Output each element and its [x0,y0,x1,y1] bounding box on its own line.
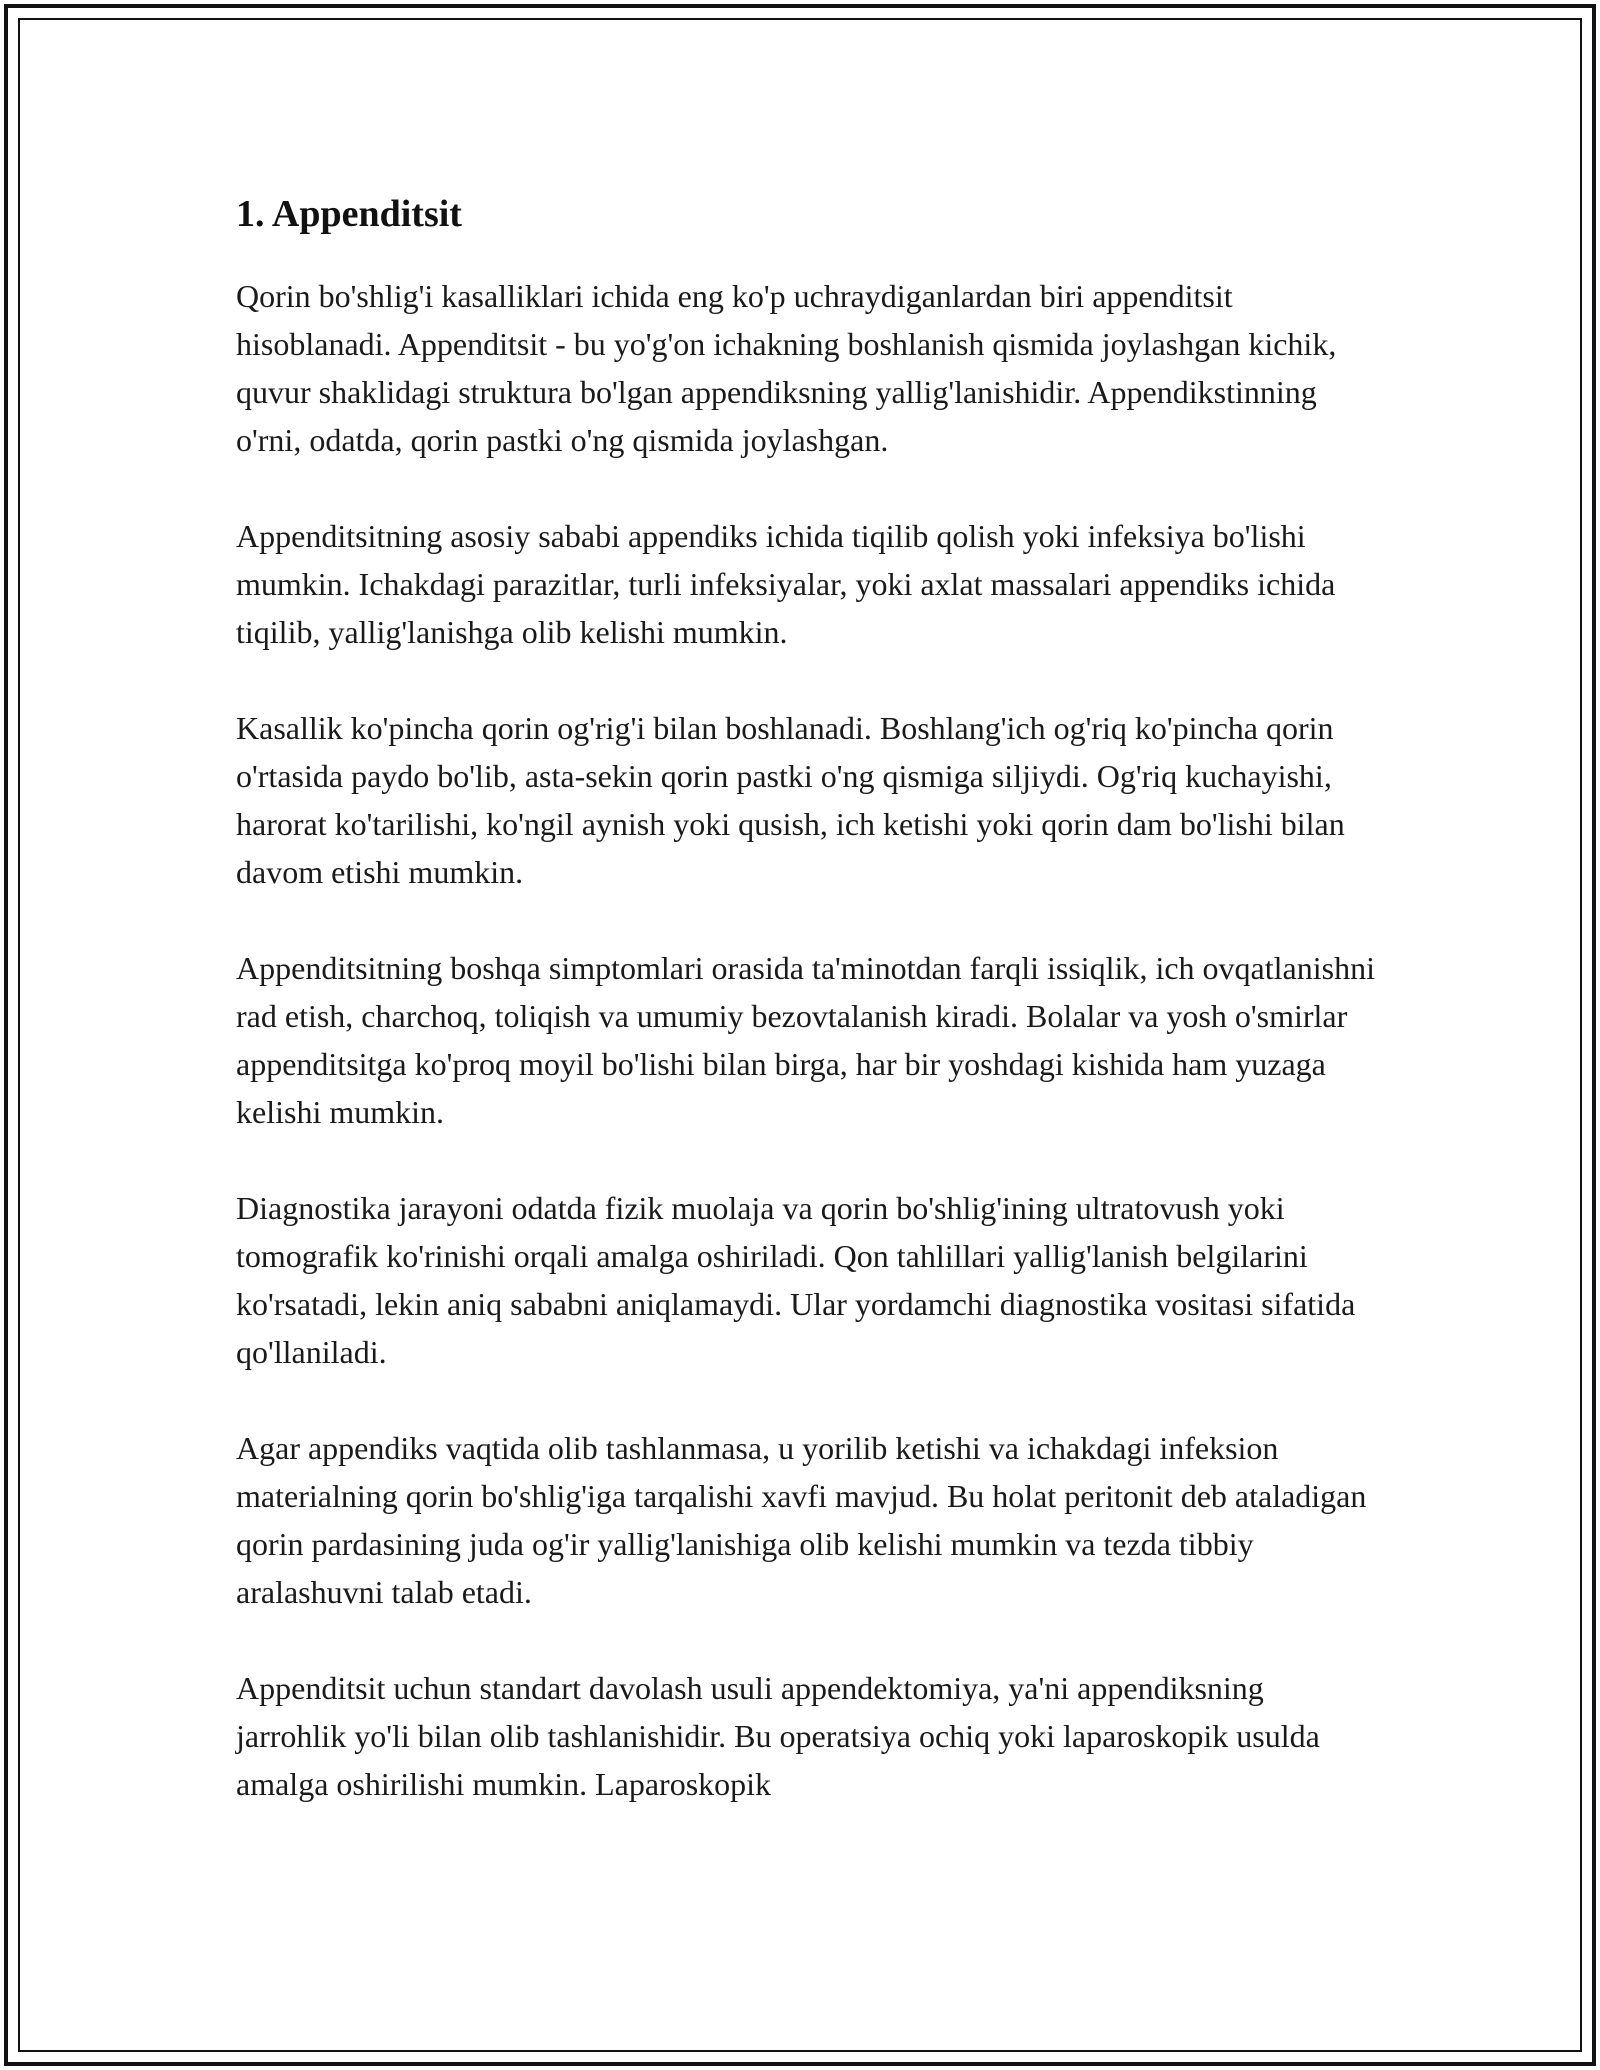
paragraph-other-symptoms: Appenditsitning boshqa simptomlari orasida ta'minotdan farqli issiqlik, ich ovqatlanishni rad etish, charchoq, toliqish va umumiy bezovtalanish kiradi. Bolalar va yosh o'smirlar appenditsitga ko'proq moyil bo'lishi bilan birga, har bir yoshdagi kishida ham yuzaga kelishi mumkin. [236,950,1375,1130]
paragraph-symptoms: Kasallik ko'pincha qorin og'rig'i bilan boshlanadi. Boshlang'ich og'riq ko'pincha qorin o'rtasida paydo bo'lib, asta-sekin qorin pastki o'ng qismiga siljiydi. Og'riq kuchayishi, harorat ko'tarilishi, ko'ngil aynish yoki qusish, ich ketishi yoki qorin dam bo'lishi bilan davom etishi mumkin. [236,710,1345,890]
paragraph-treatment: Appenditsit uchun standart davolash usuli appendektomiya, ya'ni appendiksning jarrohlik yo'li bilan olib tashlanishidir. Bu operatsiya ochiq yoki laparoskopik usulda amalga oshirilishi mumkin. Laparoskopik [236,1670,1320,1802]
paragraph-intro: Qorin bo'shlig'i kasalliklari ichida eng ko'p uchraydiganlardan biri appenditsit hisoblanadi. Appenditsit - bu yo'g'on ichakning boshlanish qismida joylashgan kichik, quvur shaklidagi struktura bo'lgan appendiksning yallig'lanishidir. Appendikstinning o'rni, odatda, qorin pastki o'ng qismida joylashgan. [236,278,1337,458]
paragraph-diagnostics: Diagnostika jarayoni odatda fizik muolaja va qorin bo'shlig'ining ultratovush yoki tomografik ko'rinishi orqali amalga oshiriladi. Qon tahlillari yallig'lanish belgilarini ko'rsatadi, lekin aniq sababni aniqlamaydi. Ular yordamchi diagnostika vositasi sifatida qo'llaniladi. [236,1190,1356,1370]
section-heading: 1. Appenditsit [236,193,462,235]
document-body [236,186,1376,1856]
paragraph-causes: Appenditsitning asosiy sababi appendiks ichida tiqilib qolish yoki infeksiya bo'lishi mumkin. Ichakdagi parazitlar, turli infeksiyalar, yoki axlat massalari appendiks ichida tiqilib, yallig'lanishga olib kelishi mumkin. [236,518,1336,650]
paragraph-complications: Agar appendiks vaqtida olib tashlanmasa, u yorilib ketishi va ichakdagi infeksion materialning qorin bo'shlig'iga tarqalishi xavfi mavjud. Bu holat peritonit deb ataladigan qorin pardasining juda og'ir yallig'lanishiga olib kelishi mumkin va tezda tibbiy aralashuvni talab etadi. [236,1430,1367,1610]
